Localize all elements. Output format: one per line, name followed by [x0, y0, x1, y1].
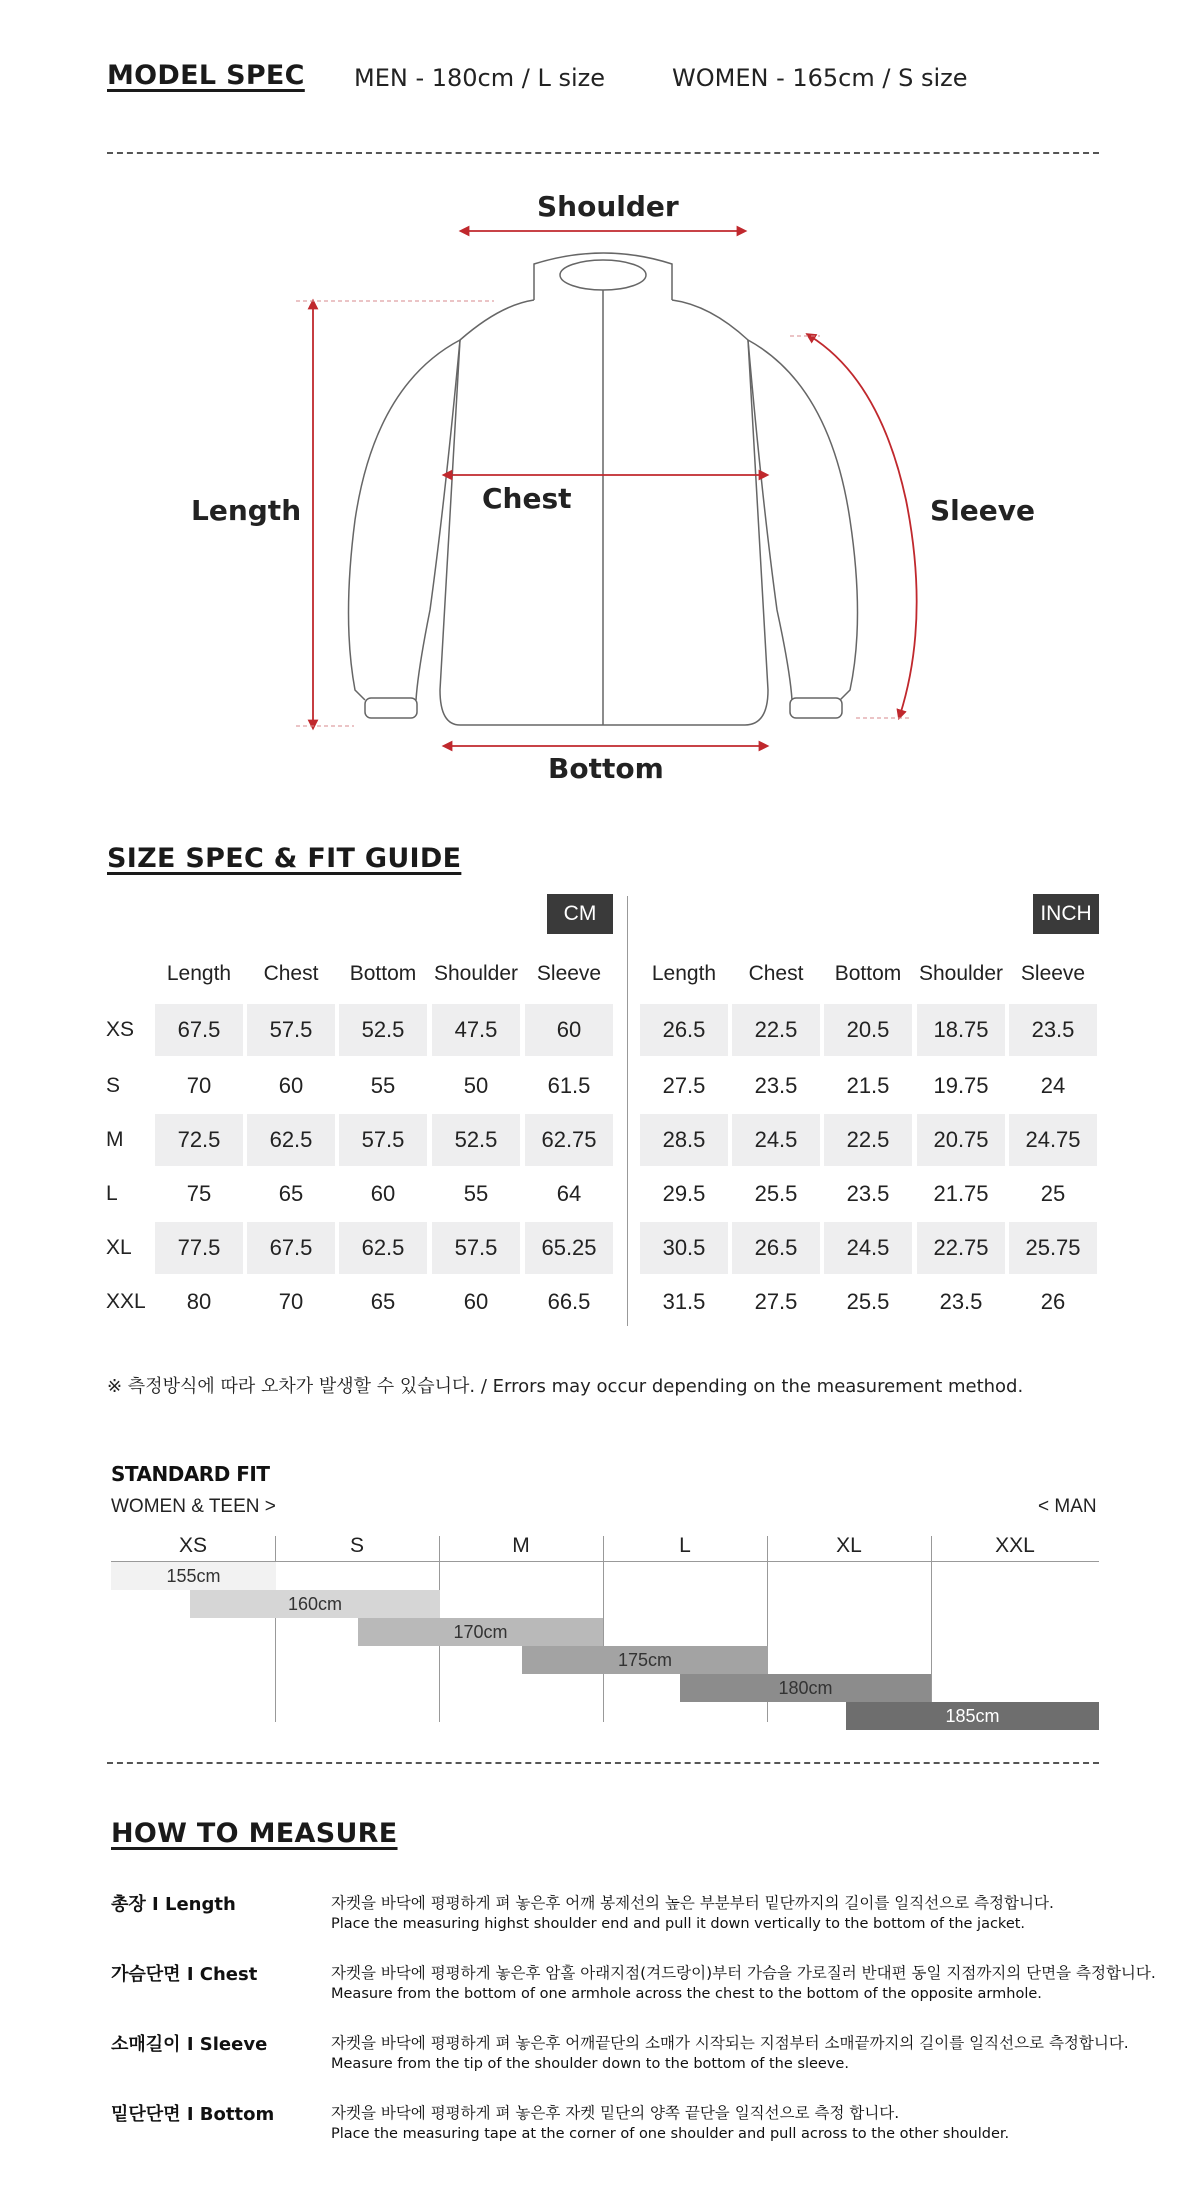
cm-cell: 52.5: [339, 1004, 427, 1056]
cm-cell: 60: [463, 1289, 489, 1314]
inch-cell: 18.75: [917, 1004, 1005, 1056]
measure-item-desc-en: Measure from the bottom of one armhole across the chest to the bottom of the opposite armhole.: [331, 1986, 1042, 2002]
inch-cell: 24.75: [1009, 1114, 1097, 1166]
model-spec-title: MODEL SPEC: [107, 60, 305, 91]
size-row-label: S: [106, 1074, 121, 1097]
fit-height-bar: 155cm: [111, 1562, 276, 1590]
inch-cell: 28.5: [640, 1114, 728, 1166]
inch-cell: 31.5: [662, 1289, 706, 1314]
measure-item-desc-kr: 자켓을 바닥에 평평하게 놓은후 암홀 아래지점(겨드랑이)부터 가슴을 가로질러 반대편 동일 지점까지의 단면을 측정합니다.: [331, 1964, 1156, 1982]
cm-cell: 66.5: [547, 1289, 591, 1314]
measure-item-desc-kr: 자켓을 바닥에 평평하게 펴 놓은후 자켓 밑단의 양쪽 끝단을 일직선으로 측정 합니다.: [331, 2104, 900, 2122]
cm-cell: 72.5: [155, 1114, 243, 1166]
cm-cell: 70: [186, 1073, 212, 1098]
cm-cell: 75: [186, 1181, 212, 1206]
inch-cell: 24: [1040, 1073, 1066, 1098]
fit-title: STANDARD FIT: [111, 1462, 270, 1486]
size-row-label: L: [106, 1182, 118, 1205]
cm-cell: 64: [556, 1181, 582, 1206]
inch-col-header: Bottom: [834, 962, 902, 985]
inch-cell: 23.5: [939, 1289, 983, 1314]
inch-cell: 27.5: [662, 1073, 706, 1098]
inch-cell: 24.5: [824, 1222, 912, 1274]
fit-size-label: XXL: [995, 1534, 1035, 1557]
size-spec-title: SIZE SPEC & FIT GUIDE: [107, 843, 462, 874]
cm-cell: 70: [278, 1289, 304, 1314]
cm-cell: 62.75: [525, 1114, 613, 1166]
inch-col-header: Shoulder: [918, 962, 1004, 985]
cm-col-header: Shoulder: [433, 962, 519, 985]
diagram-label-shoulder: Shoulder: [537, 190, 679, 223]
fit-size-label: L: [679, 1534, 691, 1557]
diagram-label-bottom: Bottom: [548, 752, 664, 785]
diagram-label-length: Length: [191, 494, 302, 527]
measure-item-desc-kr: 자켓을 바닥에 평평하게 펴 놓은후 어깨 봉제선의 높은 부분부터 밑단까지의 길이를 일직선으로 측정합니다.: [331, 1894, 1054, 1912]
measure-item-desc-kr: 자켓을 바닥에 평평하게 펴 놓은후 어깨끝단의 소매가 시작되는 지점부터 소매끝까지의 길이를 일직선으로 측정합니다.: [331, 2034, 1129, 2052]
cm-cell: 50: [463, 1073, 489, 1098]
inch-cell: 22.5: [824, 1114, 912, 1166]
measure-item-desc-en: Measure from the tip of the shoulder down to the bottom of the sleeve.: [331, 2056, 849, 2072]
fit-size-label: M: [512, 1534, 530, 1557]
cm-cell: 65.25: [525, 1222, 613, 1274]
fit-size-label: S: [349, 1534, 364, 1557]
fit-size-label: XL: [836, 1534, 862, 1557]
inch-cell: 26.5: [732, 1222, 820, 1274]
cm-cell: 57.5: [339, 1114, 427, 1166]
cm-col-header: Length: [166, 962, 232, 985]
size-row-label: XXL: [106, 1290, 146, 1313]
inch-col-header: Chest: [748, 962, 804, 985]
cm-col-header: Chest: [263, 962, 319, 985]
cm-cell: 57.5: [247, 1004, 335, 1056]
fit-height-bar: 160cm: [190, 1590, 440, 1618]
fit-grid-line: [603, 1536, 604, 1722]
cm-cell: 65: [278, 1181, 304, 1206]
fit-height-bar: 185cm: [846, 1702, 1099, 1730]
fit-left-label: WOMEN & TEEN >: [111, 1496, 276, 1517]
fit-grid-line: [931, 1536, 932, 1722]
measure-item-desc-en: Place the measuring highst shoulder end and pull it down vertically to the bottom of the jacket.: [331, 1916, 1026, 1932]
cm-cell: 61.5: [547, 1073, 591, 1098]
measure-item-label: 소매길이 I Sleeve: [111, 2034, 268, 2055]
measurement-note: ※ 측정방식에 따라 오차가 발생할 수 있습니다. / Errors may occur depending on the measurement method.: [107, 1376, 1024, 1397]
inch-cell: 25.5: [754, 1181, 798, 1206]
inch-cell: 25.5: [846, 1289, 890, 1314]
size-row-label: XS: [106, 1018, 135, 1041]
cm-badge: CM: [547, 894, 613, 934]
divider-top: [107, 152, 1099, 154]
cm-cell: 55: [370, 1073, 396, 1098]
inch-cell: 27.5: [754, 1289, 798, 1314]
inch-cell: 20.75: [917, 1114, 1005, 1166]
cm-cell: 62.5: [247, 1114, 335, 1166]
fit-height-bar: 170cm: [358, 1618, 603, 1646]
fit-height-bar: 175cm: [522, 1646, 768, 1674]
inch-cell: 24.5: [732, 1114, 820, 1166]
cm-cell: 60: [278, 1073, 304, 1098]
cm-cell: 57.5: [432, 1222, 520, 1274]
size-row-label: XL: [106, 1236, 132, 1259]
measure-item-label: 밑단단면 I Bottom: [111, 2104, 275, 2125]
inch-cell: 23.5: [1009, 1004, 1097, 1056]
cm-col-header: Bottom: [349, 962, 417, 985]
inch-badge: INCH: [1033, 894, 1099, 934]
inch-cell: 22.5: [732, 1004, 820, 1056]
model-spec-men: MEN - 180cm / L size: [354, 64, 606, 92]
cm-cell: 52.5: [432, 1114, 520, 1166]
inch-cell: 29.5: [662, 1181, 706, 1206]
measure-item-label: 가슴단면 I Chest: [111, 1964, 258, 1985]
diagram-label-chest: Chest: [482, 482, 572, 515]
jacket-outline: [349, 253, 858, 725]
measure-item-desc-en: Place the measuring tape at the corner of one shoulder and pull across to the other shoulder.: [331, 2126, 1010, 2142]
inch-cell: 25: [1040, 1181, 1066, 1206]
inch-col-header: Length: [651, 962, 717, 985]
size-row-label: M: [106, 1128, 124, 1151]
how-to-measure-title: HOW TO MEASURE: [111, 1818, 398, 1849]
cm-cell: 60: [525, 1004, 613, 1056]
fit-right-label: < MAN: [1038, 1496, 1097, 1517]
fit-size-label: XS: [178, 1534, 207, 1557]
model-spec-women: WOMEN - 165cm / S size: [672, 64, 968, 92]
inch-cell: 21.75: [933, 1181, 989, 1206]
cm-cell: 62.5: [339, 1222, 427, 1274]
diagram-label-sleeve: Sleeve: [930, 494, 1035, 527]
inch-cell: 20.5: [824, 1004, 912, 1056]
cm-cell: 67.5: [247, 1222, 335, 1274]
jacket-diagram: [0, 160, 1200, 800]
cm-cell: 77.5: [155, 1222, 243, 1274]
inch-cell: 22.75: [917, 1222, 1005, 1274]
cm-cell: 80: [186, 1289, 212, 1314]
divider-bottom: [107, 1762, 1099, 1764]
cm-cell: 47.5: [432, 1004, 520, 1056]
inch-cell: 25.75: [1009, 1222, 1097, 1274]
inch-cell: 23.5: [846, 1181, 890, 1206]
cm-cell: 55: [463, 1181, 489, 1206]
inch-cell: 30.5: [640, 1222, 728, 1274]
inch-cell: 26: [1040, 1289, 1066, 1314]
measure-item-label: 총장 I Length: [111, 1894, 236, 1915]
inch-cell: 19.75: [933, 1073, 989, 1098]
cm-col-header: Sleeve: [536, 962, 602, 985]
inch-col-header: Sleeve: [1020, 962, 1086, 985]
inch-cell: 23.5: [754, 1073, 798, 1098]
table-divider: [627, 896, 628, 1326]
fit-height-bar: 180cm: [680, 1674, 931, 1702]
cm-cell: 60: [370, 1181, 396, 1206]
cm-cell: 67.5: [155, 1004, 243, 1056]
inch-cell: 21.5: [846, 1073, 890, 1098]
cm-cell: 65: [370, 1289, 396, 1314]
inch-cell: 26.5: [640, 1004, 728, 1056]
